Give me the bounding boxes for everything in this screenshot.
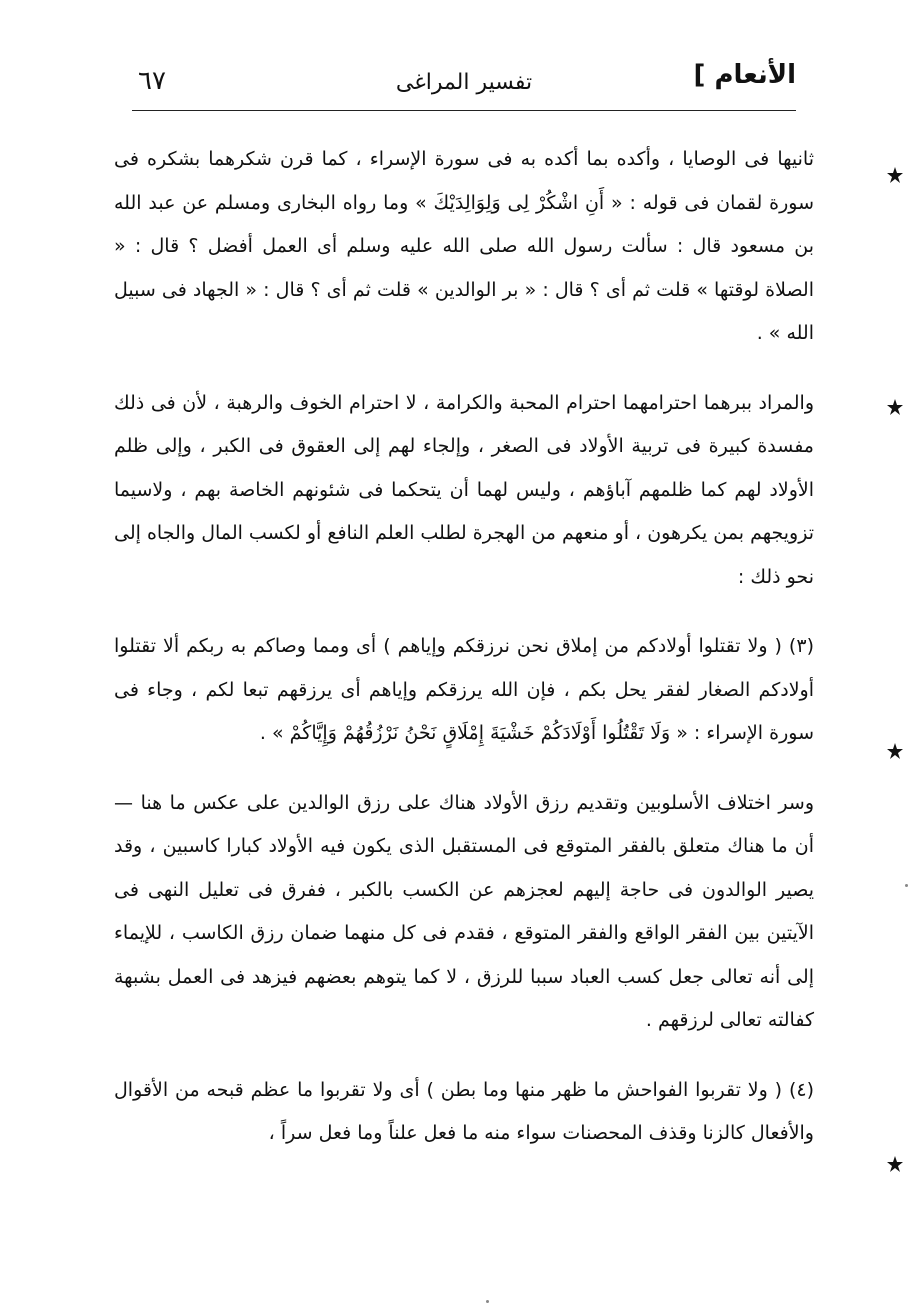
page-number: ٦٧ [138,66,166,96]
scan-speck [905,884,908,887]
surah-name: الأنعام ] [693,60,796,90]
star-mark-icon [886,742,904,760]
paragraph-1: ثانيها فى الوصايا ، وأكده بما أكده به فى سورة الإسراء ، كما قرن شكرهما بشكره فى سورة لقمان فى قوله : « أَنِ اشْكُرْ لِى وَلِوَالِدَيْكَ » وما رواه البخارى ومسلم عن عبد الله بن مسعود قال : سألت رسول الله صلى الله عليه وسلم أى العمل أفضل ؟ قال : « الصلاة لوقتها » قلت ثم أى ؟ قال : « بر الوالدين » قلت ثم أى ؟ قال : « الجهاد فى سبيل الله » . [114,148,814,344]
star-mark-icon [886,166,904,184]
paragraph-4: وسر اختلاف الأسلوبين وتقديم رزق الأولاد هناك على رزق الوالدين على عكس ما هنا — أن ما هناك متعلق بالفقر المتوقع فى المستقبل الذى يكون فيه الأولاد كبارا كاسبين ، وقد يصير الوالدون فى حاجة إليهم لعجزهم عن الكسب بالكبر ، ففرق فى تعليل النهى فى الآيتين بين الفقر الواقع والفقر المتوقع ، فقدم فى كل منهما ضمان رزق الكاسب ، للإيماء إلى أنه تعالى جعل كسب العباد سببا للرزق ، لا كما يتوهم بعضهم فيزهد فى العمل بشبهة كفالته تعالى لرزقهم . [114,791,814,1031]
scan-speck [486,1300,489,1303]
header-rule [132,110,796,111]
paragraph-3: (٣) ( ولا تقتلوا أولادكم من إملاق نحن نرزقكم وإياهم ) أى ومما وصاكم به ربكم ألا تقتلوا أولادكم الصغار لفقر يحل بكم ، فإن الله يرزقكم وإياهم أى يرزقهم تبعا لكم ، وجاء فى سورة الإسراء : « وَلَا تَقْتُلُوا أَوْلَادَكُمْ خَشْيَةَ إِمْلَاقٍ نَحْنُ نَرْزُقُهُمْ وَإِيَّاكُمْ » . [114,635,814,744]
paragraph-2: والمراد ببرهما احترامهما احترام المحبة والكرامة ، لا احترام الخوف والرهبة ، لأن فى ذلك مفسدة كبيرة فى تربية الأولاد فى الصغر ، وإلجاء لهم إلى العقوق فى الكبر ، وإلى ظلم الأولاد لهم كما ظلمهم آباؤهم ، وليس لهما أن يتحكما فى شئونهم الخاصة بهم ، ولاسيما تزويجهم بمن يكرهون ، أو منعهم من الهجرة لطلب العلم النافع أو لكسب المال والجاه إلى نحو ذلك : [114,391,814,588]
star-mark-icon [886,1155,904,1173]
page-header [132,58,796,106]
page-body [114,138,814,1156]
paragraph-5: (٤) ( ولا تقربوا الفواحش ما ظهر منها وما بطن ) أى ولا تقربوا ما عظم قبحه من الأقوال والأفعال كالزنا وقذف المحصنات سواء منه ما فعل علناً وما فعل سراً ، [114,1078,814,1144]
book-title: تفسير المراغى [395,70,533,95]
star-mark-icon [886,398,904,416]
